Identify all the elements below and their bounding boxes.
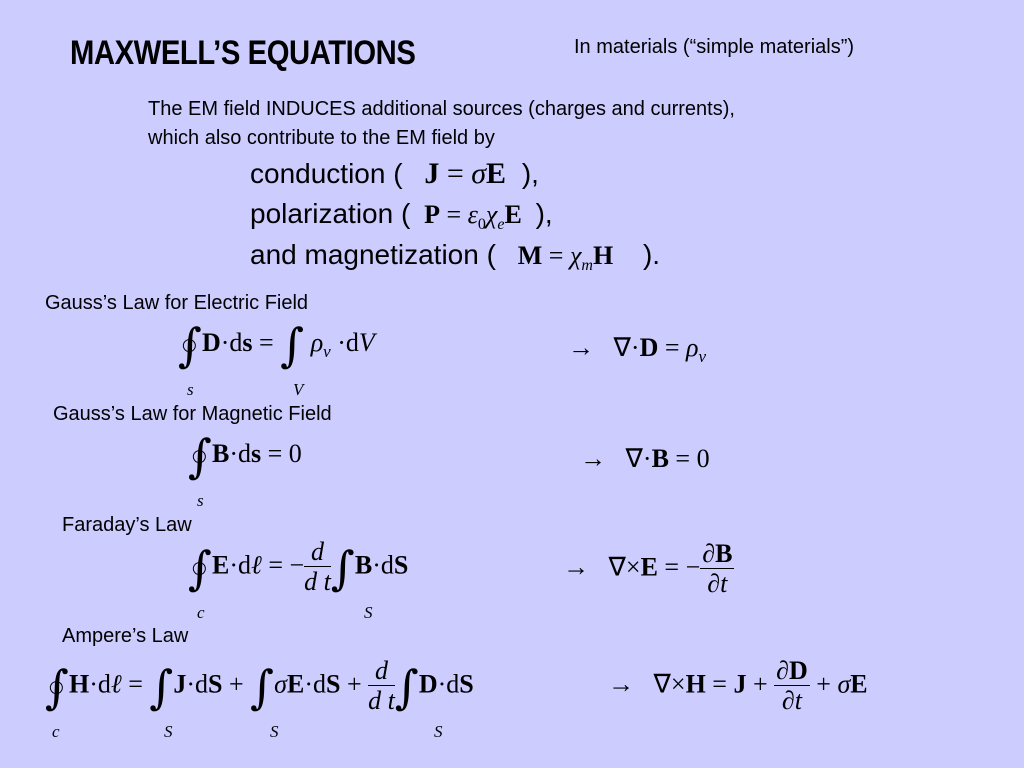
ampere-differential: → ∇×H = J + $\frac{\partial D}{\partial t}$ + σE (608, 656, 868, 715)
faraday-integral: ∫E·dℓ = − $\frac{d}{\text{d t}}$ ∫B·dS (188, 537, 409, 596)
gauss-magnetic-integral: ∫B·ds = 0 (188, 429, 302, 483)
contour-integral-symbol: ∫ (188, 540, 212, 595)
magnetization-label: and magnetization ( (250, 239, 496, 270)
limit-S-4: S (434, 722, 443, 741)
limit-c-2: c (52, 722, 60, 741)
limit-S-3: S (270, 722, 279, 741)
section-gauss-magnetic: Gauss’s Law for Magnetic Field (53, 403, 332, 425)
intro-line-1: The EM field INDUCES additional sources (charges and currents), (148, 98, 735, 120)
conduction-label: conduction ( (250, 158, 403, 189)
intro-text (148, 95, 735, 153)
gauss-magnetic-differential: → ∇·B = 0 (580, 444, 710, 473)
polarization-equation: $P = \varepsilon_0\chi_eE$ (424, 200, 522, 234)
limit-c: c (197, 603, 205, 622)
page-title: MAXWELL’S EQUATIONS (70, 34, 416, 72)
contour-integral-symbol: ∫ (45, 659, 69, 714)
integral-symbol: ∫ (149, 659, 174, 714)
contour-integral-symbol: ∫ (188, 429, 212, 483)
limit-s-2: s (197, 491, 204, 510)
polarization-line (250, 198, 553, 234)
conduction-line (250, 157, 539, 191)
integral-symbol: ∫ (330, 540, 355, 595)
integral-symbol: ∫ (250, 659, 275, 714)
time-derivative: $\frac{d}{\text{d t}}$ (304, 537, 331, 596)
integral-symbol: ∫ (280, 318, 305, 372)
limit-s: s (187, 380, 194, 399)
page-subtitle: In materials (“simple materials”) (574, 36, 855, 58)
limit-V: V (293, 380, 304, 399)
limit-S: S (364, 603, 373, 622)
gauss-electric-integral: ∫D·ds = ∫ $\rho_v \cdot dV$ (178, 318, 375, 372)
conduction-equation: J = σE (424, 157, 507, 190)
polarization-close: ), (535, 198, 553, 229)
polarization-label: polarization ( (250, 198, 411, 229)
contour-integral-symbol: ∫ (178, 318, 202, 372)
limit-S-2: S (164, 722, 173, 741)
magnetization-close: ). (642, 239, 661, 270)
section-faraday: Faraday’s Law (62, 514, 192, 536)
faraday-differential: → ∇×E = − $\frac{\partial B}{\partial t}$ (563, 539, 733, 598)
section-ampere: Ampere’s Law (62, 625, 189, 647)
section-gauss-electric: Gauss’s Law for Electric Field (45, 292, 309, 314)
magnetization-line (250, 239, 660, 275)
ampere-integral: ∫H·dℓ = ∫J·dS + ∫σE·dS + $\frac{d}{\text{d t}}$ ∫D·dS (45, 656, 474, 715)
integral-symbol: ∫ (394, 659, 419, 714)
intro-line-2: which also contribute to the EM field by (148, 127, 495, 149)
time-derivative: $\frac{d}{\text{d t}}$ (368, 656, 395, 715)
gauss-electric-differential: → $\nabla\cdot D = \rho_v$ (568, 333, 707, 367)
magnetization-equation: $M = \chi_mH$ (517, 241, 614, 275)
conduction-close: ), (521, 158, 539, 189)
